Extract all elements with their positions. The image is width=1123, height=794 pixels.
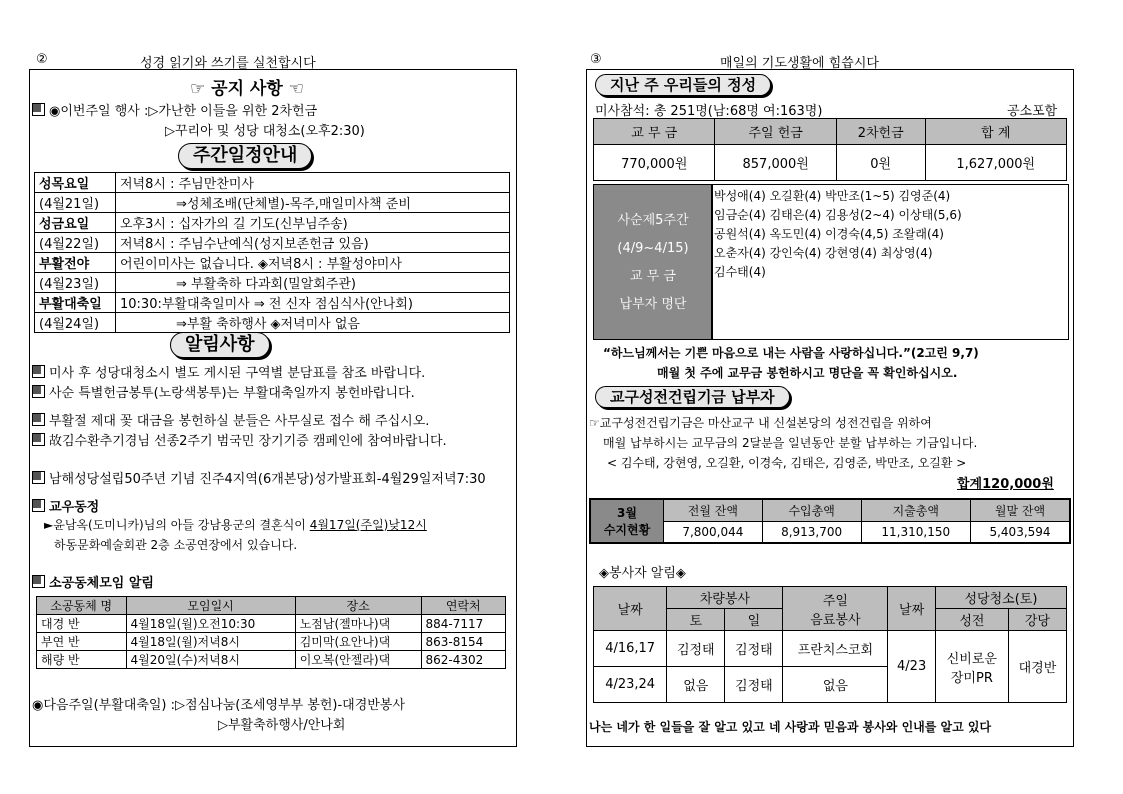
donor-list bbox=[711, 184, 1069, 340]
svc-h-hall: 강당 bbox=[1008, 609, 1066, 631]
table-row bbox=[37, 651, 506, 669]
offering-value: 770,000원 bbox=[594, 145, 715, 181]
alert-title: 알림사항 bbox=[170, 332, 270, 358]
square-bullet-icon bbox=[32, 433, 45, 446]
wedding-line-2: 하동문화예술회관 2층 소공연장에서 있습니다. bbox=[54, 538, 298, 552]
svc-h-sun: 일 bbox=[725, 609, 783, 631]
sc-cell: 대경 반 bbox=[37, 615, 127, 633]
fund-title: 교구성전건립기금 납부자 bbox=[595, 386, 790, 408]
alert-item bbox=[32, 362, 425, 381]
left-header: 성경 읽기와 쓰기를 실천합시다 bbox=[140, 56, 316, 71]
alert-text: 남해성당설립50주년 기념 진주4지역(6개본당)성가발표회-4월29일저녁7:30 bbox=[49, 472, 486, 487]
schedule-text: ⇒부활 축하행사 ◈저녁미사 없음 bbox=[116, 313, 510, 333]
balance-value: 11,310,150 bbox=[861, 521, 971, 543]
donor-line: 박성애(4) 오길환(4) 박만조(1~5) 김영준(4) bbox=[714, 189, 951, 203]
svc-h-date2: 날짜 bbox=[888, 587, 936, 631]
balance-value: 8,913,700 bbox=[762, 521, 861, 543]
schedule-text: ⇒ 부활축하 다과회(밀알회주관) bbox=[116, 273, 510, 293]
schedule-row bbox=[35, 233, 510, 253]
lent-label-line: (4/9~4/15) bbox=[617, 241, 689, 256]
sc-cell: 4월20일(수)저녁8시 bbox=[126, 651, 295, 669]
square-bullet-icon bbox=[32, 365, 45, 378]
fund-line-3: < 김수태, 강현영, 오길환, 이경숙, 김태은, 김영준, 박만조, 오길환 > bbox=[607, 456, 967, 470]
schedule-day: (4월22일) bbox=[35, 233, 116, 253]
schedule-day: 성금요일 bbox=[35, 213, 116, 233]
alert-item bbox=[32, 468, 486, 487]
schedule-row bbox=[35, 193, 510, 213]
svc-h-car: 차량봉사 bbox=[667, 587, 783, 609]
alert-item bbox=[32, 410, 429, 429]
svc-date2: 4/23 bbox=[888, 631, 936, 703]
svc-r1-drink: 없음 bbox=[783, 667, 888, 703]
offering-value: 1,627,000원 bbox=[925, 145, 1067, 181]
schedule-row bbox=[35, 173, 510, 193]
balance-header: 전월 잔액 bbox=[664, 499, 763, 521]
quote-2: 매월 첫 주에 교무금 봉헌하시고 명단을 꼭 확인하십시오. bbox=[657, 366, 958, 380]
wedding-title: 교우동정 bbox=[32, 496, 99, 515]
svc-h-clean: 성당청소(토) bbox=[935, 587, 1066, 609]
next-sunday-line-1: ◉다음주일(부활대축일) :▷점심나눔(조세영부부 봉헌)-대경반봉사 bbox=[32, 698, 405, 713]
alert-text: 미사 후 성당대청소시 별도 게시된 구역별 분담표를 참조 바랍니다. bbox=[49, 366, 426, 381]
donor-line: 김수태(4) bbox=[714, 265, 766, 279]
weekly-title: 주간일정안내 bbox=[178, 143, 312, 169]
square-bullet-icon bbox=[32, 385, 45, 398]
sc-header: 모임일시 bbox=[126, 597, 295, 615]
alert-text: 사순 특별헌금봉투(노랑색봉투)는 부활대축일까지 봉헌바랍니다. bbox=[49, 386, 415, 401]
lent-label-line: 납부자 명단 bbox=[619, 297, 687, 312]
sc-cell: 노점남(젤마나)댁 bbox=[295, 615, 421, 633]
alert-text: 故김수환추기경님 선종2주기 범국민 장기기증 캠페인에 참여바랍니다. bbox=[49, 434, 447, 449]
square-bullet-icon bbox=[32, 103, 45, 116]
right-header: 매일의 기도생활에 힘씁시다 bbox=[720, 56, 879, 71]
sc-cell: 이오복(안젤라)댁 bbox=[295, 651, 421, 669]
schedule-row bbox=[35, 293, 510, 313]
donor-line: 임금순(4) 김태은(4) 김용성(2~4) 이상태(5,6) bbox=[714, 208, 962, 222]
donor-line: 오춘자(4) 강인숙(4) 강현영(4) 최상영(4) bbox=[714, 246, 933, 260]
schedule-text: ⇒성체조배(단체별)-목주,매일미사책 준비 bbox=[116, 193, 510, 213]
service-title: ◈봉사자 알림◈ bbox=[599, 566, 686, 581]
donor-line: 공원석(4) 옥도민(4) 이경숙(4,5) 조왈래(4) bbox=[714, 227, 944, 241]
schedule-row bbox=[35, 253, 510, 273]
offering-value: 0원 bbox=[836, 145, 925, 181]
footer-verse: 나는 네가 한 일들을 잘 알고 있고 네 사랑과 믿음과 봉사와 인내를 알고 있다 bbox=[589, 720, 992, 734]
schedule-row bbox=[35, 213, 510, 233]
schedule-day: 부활대축일 bbox=[35, 293, 116, 313]
alert-item bbox=[32, 382, 415, 401]
balance-table bbox=[589, 498, 1071, 544]
lent-label-box bbox=[593, 184, 713, 340]
schedule-text: 오후3시 : 십자가의 길 기도(신부님주송) bbox=[116, 213, 510, 233]
sc-cell: 862-4302 bbox=[421, 651, 505, 669]
svc-h-date: 날짜 bbox=[594, 587, 667, 631]
attendance: 미사참석: 총 251명(남:68명 여:163명) bbox=[595, 104, 823, 119]
left-panel bbox=[29, 69, 517, 747]
balance-label: 수지현황 bbox=[603, 523, 651, 537]
schedule-text: 저녁8시 : 주님만찬미사 bbox=[116, 173, 510, 193]
event-line-1: ◉이번주일 행사 :▷가난한 이들을 위한 2차헌금 bbox=[32, 100, 317, 119]
notice-title: ☞ 공지 사항 ☜ bbox=[190, 79, 304, 99]
alert-item bbox=[32, 430, 447, 449]
small-community-title: 소공동체모임 알림 bbox=[32, 572, 154, 591]
schedule-day: (4월24일) bbox=[35, 313, 116, 333]
schedule-row bbox=[35, 313, 510, 333]
balance-month-label bbox=[590, 499, 664, 543]
svc-r0-drink: 프란치스코회 bbox=[783, 631, 888, 667]
offering-value: 857,000원 bbox=[715, 145, 836, 181]
svc-h-sanct: 성전 bbox=[935, 609, 1008, 631]
svc-h-sat: 토 bbox=[667, 609, 725, 631]
schedule-text: 10:30:부활대축일미사 ⇒ 전 신자 점심식사(안나회) bbox=[116, 293, 510, 313]
service-table bbox=[593, 586, 1067, 703]
schedule-text: 저녁8시 : 주님수난예식(성지보존헌금 있음) bbox=[116, 233, 510, 253]
svc-r1-date: 4/23,24 bbox=[594, 667, 667, 703]
schedule-text: 어린이미사는 없습니다. ◈저녁8시 : 부활성야미사 bbox=[116, 253, 510, 273]
lent-label-line: 교 무 금 bbox=[630, 269, 676, 284]
weekly-schedule-table bbox=[34, 172, 510, 333]
svc-r0-sat: 김정태 bbox=[667, 631, 725, 667]
schedule-day: (4월23일) bbox=[35, 273, 116, 293]
svc-h-drink: 주일 음료봉사 bbox=[783, 587, 888, 631]
svc-r0-date: 4/16,17 bbox=[594, 631, 667, 667]
left-page-number: ② bbox=[36, 52, 48, 67]
lent-label-line: 사순제5주간 bbox=[617, 213, 689, 228]
alert-text: 부활절 제대 꽃 대금을 봉헌하실 분들은 사무실로 접수 해 주십시오. bbox=[49, 414, 430, 429]
next-sunday-line-2: ▷부활축하행사/안나회 bbox=[218, 718, 346, 733]
balance-month: 3월 bbox=[617, 506, 637, 520]
offering-header: 주일 헌금 bbox=[715, 119, 836, 145]
sc-cell: 4월18일(월)오전10:30 bbox=[126, 615, 295, 633]
svc-sanct: 신비로운 장미PR bbox=[935, 631, 1008, 703]
wedding-line-1: ►윤남옥(도미니카)님의 아들 강남용군의 결혼식이 4월17일(주일)낮12시 bbox=[44, 518, 427, 532]
quote: “하느님께서는 기쁜 마음으로 내는 사람을 사랑하십니다.”(2고린 9,7) bbox=[603, 346, 979, 360]
offering-title: 지난 주 우리들의 정성 bbox=[595, 74, 771, 96]
table-row bbox=[37, 633, 506, 651]
balance-value: 7,800,044 bbox=[664, 521, 763, 543]
schedule-day: 성목요일 bbox=[35, 173, 116, 193]
attendance-note: 공소포함 bbox=[1007, 104, 1058, 119]
balance-header: 지출총액 bbox=[861, 499, 971, 521]
small-community-table bbox=[36, 596, 506, 669]
square-bullet-icon bbox=[32, 471, 45, 484]
svc-r0-sun: 김정태 bbox=[725, 631, 783, 667]
schedule-row bbox=[35, 273, 510, 293]
sc-header: 연락처 bbox=[421, 597, 505, 615]
sc-cell: 해량 반 bbox=[37, 651, 127, 669]
sc-cell: 4월18일(월)저녁8시 bbox=[126, 633, 295, 651]
sc-cell: 863-8154 bbox=[421, 633, 505, 651]
table-row bbox=[37, 615, 506, 633]
balance-header: 수입총액 bbox=[762, 499, 861, 521]
sc-header: 장소 bbox=[295, 597, 421, 615]
fund-total: 합계120,000원 bbox=[957, 477, 1054, 492]
fund-line-1: ☞교구성전건립기금은 마산교구 내 신설본당의 성전건립을 위하여 bbox=[589, 416, 932, 430]
sc-cell: 부연 반 bbox=[37, 633, 127, 651]
schedule-day: (4월21일) bbox=[35, 193, 116, 213]
fund-line-2: 매월 납부하시는 교무금의 2달분을 일년동안 분할 납부하는 기금입니다. bbox=[603, 436, 978, 450]
offering-table bbox=[593, 118, 1067, 181]
schedule-day: 부활전야 bbox=[35, 253, 116, 273]
event-line-2: ▷꾸리아 및 성당 대청소(오후2:30) bbox=[165, 124, 365, 139]
sc-cell: 884-7117 bbox=[421, 615, 505, 633]
right-page-number: ③ bbox=[590, 52, 602, 67]
svc-r1-sat: 없음 bbox=[667, 667, 725, 703]
offering-header: 교 무 금 bbox=[594, 119, 715, 145]
offering-header: 2차헌금 bbox=[836, 119, 925, 145]
balance-value: 5,403,594 bbox=[971, 521, 1070, 543]
square-bullet-icon bbox=[32, 413, 45, 426]
offering-header: 합 계 bbox=[925, 119, 1067, 145]
balance-header: 월말 잔액 bbox=[971, 499, 1070, 521]
sc-header: 소공동체 명 bbox=[37, 597, 127, 615]
svc-hall: 대경반 bbox=[1008, 631, 1066, 703]
sc-cell: 김미막(요안나)댁 bbox=[295, 633, 421, 651]
svc-r1-sun: 김정태 bbox=[725, 667, 783, 703]
right-panel bbox=[586, 69, 1074, 747]
